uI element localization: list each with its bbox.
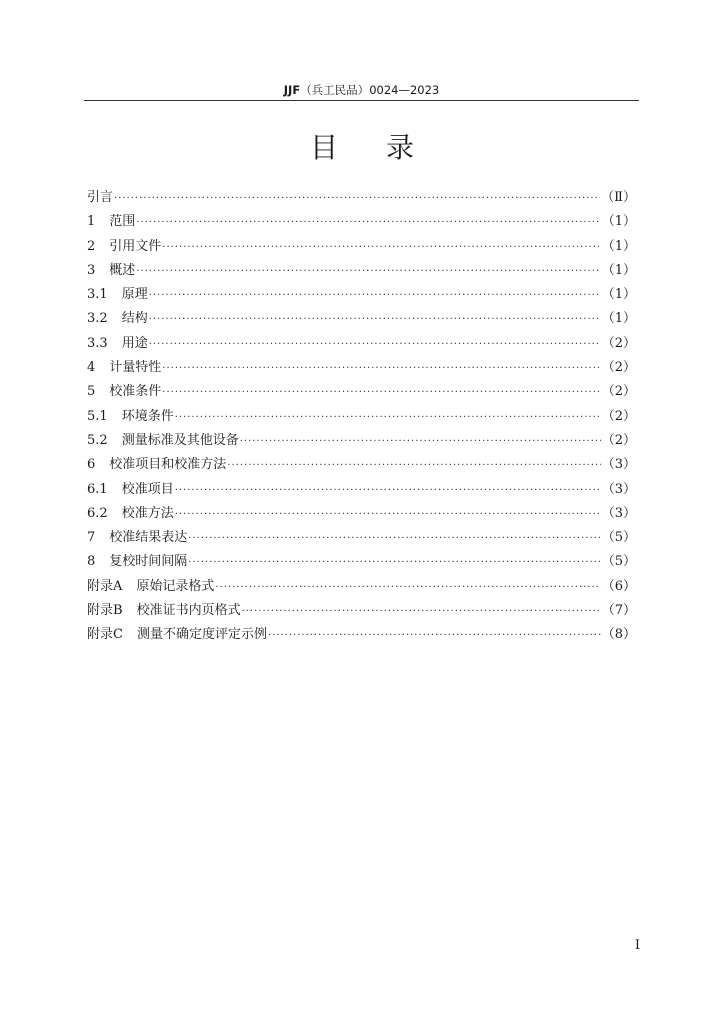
- toc-entry-label: 校准结果表达: [109, 530, 188, 546]
- toc-entry-label: 校准项目和校准方法: [109, 457, 227, 473]
- toc-entry-page: （3）: [601, 505, 636, 521]
- toc-dot-leader: [242, 600, 601, 624]
- standard-number: 0024—2023: [369, 83, 440, 97]
- toc-dot-leader: [162, 357, 600, 381]
- toc-dot-leader: [175, 479, 601, 503]
- toc-entry-page: （1）: [601, 311, 636, 327]
- page-number: I: [634, 938, 640, 953]
- toc-entry-page: （1）: [601, 262, 636, 278]
- toc-entry-number: 3: [87, 262, 96, 278]
- toc-entry-page: （2）: [601, 335, 636, 351]
- toc-entry-page: （2）: [601, 384, 636, 400]
- toc-entry[interactable]: [87, 599, 636, 623]
- toc-entry-number: 4: [87, 360, 96, 376]
- toc-entry[interactable]: [87, 307, 636, 331]
- toc-dot-leader: [268, 624, 601, 648]
- toc-entry-page: （7）: [601, 603, 636, 619]
- toc-entry[interactable]: [87, 550, 636, 574]
- toc-entry-number: 8: [87, 554, 96, 570]
- toc-dot-leader: [136, 211, 600, 235]
- toc-entry-page: （1）: [601, 238, 636, 254]
- toc-entry[interactable]: [87, 502, 636, 526]
- toc-entry[interactable]: [87, 453, 636, 477]
- toc-entry[interactable]: [87, 259, 636, 283]
- toc-entry-number: 附录A: [87, 578, 123, 594]
- toc-entry-number: 3.3: [87, 335, 108, 351]
- toc-dot-leader: [188, 551, 600, 575]
- toc-entry-number: 3.1: [87, 287, 108, 303]
- toc-entry-page: （5）: [601, 530, 636, 546]
- toc-dot-leader: [188, 527, 600, 551]
- toc-entry-page: （2）: [601, 432, 636, 448]
- toc-entry-label: 环境条件: [121, 408, 174, 424]
- toc-entry-number: 5.1: [87, 408, 108, 424]
- standard-code: JJF: [283, 83, 301, 97]
- toc-dot-leader: [240, 430, 601, 454]
- toc-entry-label: 校准条件: [109, 384, 162, 400]
- toc-entry-label: 复校时间间隔: [109, 554, 188, 570]
- toc-entry-label: 校准证书内页格式: [136, 603, 241, 619]
- toc-list: [87, 186, 636, 648]
- toc-entry-label: 计量特性: [109, 360, 162, 376]
- toc-dot-leader: [175, 503, 601, 527]
- toc-entry[interactable]: [87, 380, 636, 404]
- toc-entry-number: 附录C: [87, 627, 123, 643]
- toc-entry[interactable]: [87, 186, 636, 210]
- toc-title: 目录: [309, 131, 462, 164]
- toc-entry-label: 测量标准及其他设备: [121, 432, 239, 448]
- toc-entry[interactable]: [87, 478, 636, 502]
- toc-entry[interactable]: [87, 526, 636, 550]
- toc-entry-number: 5.2: [87, 432, 108, 448]
- toc-dot-leader: [175, 406, 601, 430]
- toc-dot-leader: [149, 333, 601, 357]
- toc-dot-leader: [114, 187, 600, 211]
- toc-dot-leader: [215, 576, 600, 600]
- toc-entry-number: 2: [87, 238, 96, 254]
- toc-entry-page: （8）: [601, 627, 636, 643]
- toc-entry-page: （2）: [601, 360, 636, 376]
- toc-entry-label: 原始记录格式: [136, 578, 215, 594]
- toc-entry[interactable]: [87, 405, 636, 429]
- toc-entry-label: 校准项目: [121, 481, 174, 497]
- toc-entry-number: 5: [87, 384, 96, 400]
- toc-entry-page: （2）: [601, 408, 636, 424]
- toc-entry[interactable]: [87, 332, 636, 356]
- toc-entry-number: 7: [87, 530, 96, 546]
- toc-entry-page: （3）: [601, 457, 636, 473]
- header-rule: [84, 100, 639, 101]
- toc-entry-label: 概述: [109, 262, 136, 278]
- toc-dot-leader: [136, 260, 600, 284]
- toc-dot-leader: [149, 308, 601, 332]
- toc-entry[interactable]: [87, 283, 636, 307]
- toc-entry-label: 原理: [121, 287, 148, 303]
- toc-entry[interactable]: [87, 210, 636, 234]
- toc-entry-label: 引用文件: [109, 238, 162, 254]
- toc-entry[interactable]: [87, 356, 636, 380]
- toc-entry[interactable]: [87, 575, 636, 599]
- toc-entry-label: 校准方法: [121, 505, 174, 521]
- toc-entry-number: 1: [87, 214, 96, 230]
- toc-entry-label: 用途: [121, 335, 148, 351]
- toc-entry-page: （3）: [601, 481, 636, 497]
- toc-entry[interactable]: [87, 623, 636, 647]
- toc-entry[interactable]: [87, 429, 636, 453]
- toc-dot-leader: [227, 454, 600, 478]
- toc-entry-label: 范围: [109, 214, 136, 230]
- toc-dot-leader: [162, 381, 600, 405]
- toc-entry-label: 引言: [87, 190, 114, 205]
- toc-entry[interactable]: [87, 235, 636, 259]
- standard-category: （兵工民品）: [300, 83, 370, 97]
- toc-entry-number: 附录B: [87, 603, 123, 619]
- toc-entry-number: 3.2: [87, 311, 108, 327]
- page-header: [84, 82, 639, 98]
- toc-entry-number: 6.2: [87, 505, 108, 521]
- toc-entry-label: 结构: [121, 311, 148, 327]
- toc-entry-label: 测量不确定度评定示例: [136, 627, 267, 643]
- toc-entry-page: （Ⅱ）: [601, 190, 636, 205]
- toc-entry-page: （6）: [601, 578, 636, 594]
- toc-entry-page: （1）: [601, 287, 636, 303]
- toc-entry-number: 6: [87, 457, 96, 473]
- toc-dot-leader: [149, 284, 601, 308]
- toc-dot-leader: [162, 236, 600, 260]
- toc-entry-page: （5）: [601, 554, 636, 570]
- toc-entry-number: 6.1: [87, 481, 108, 497]
- toc-entry-page: （1）: [601, 214, 636, 230]
